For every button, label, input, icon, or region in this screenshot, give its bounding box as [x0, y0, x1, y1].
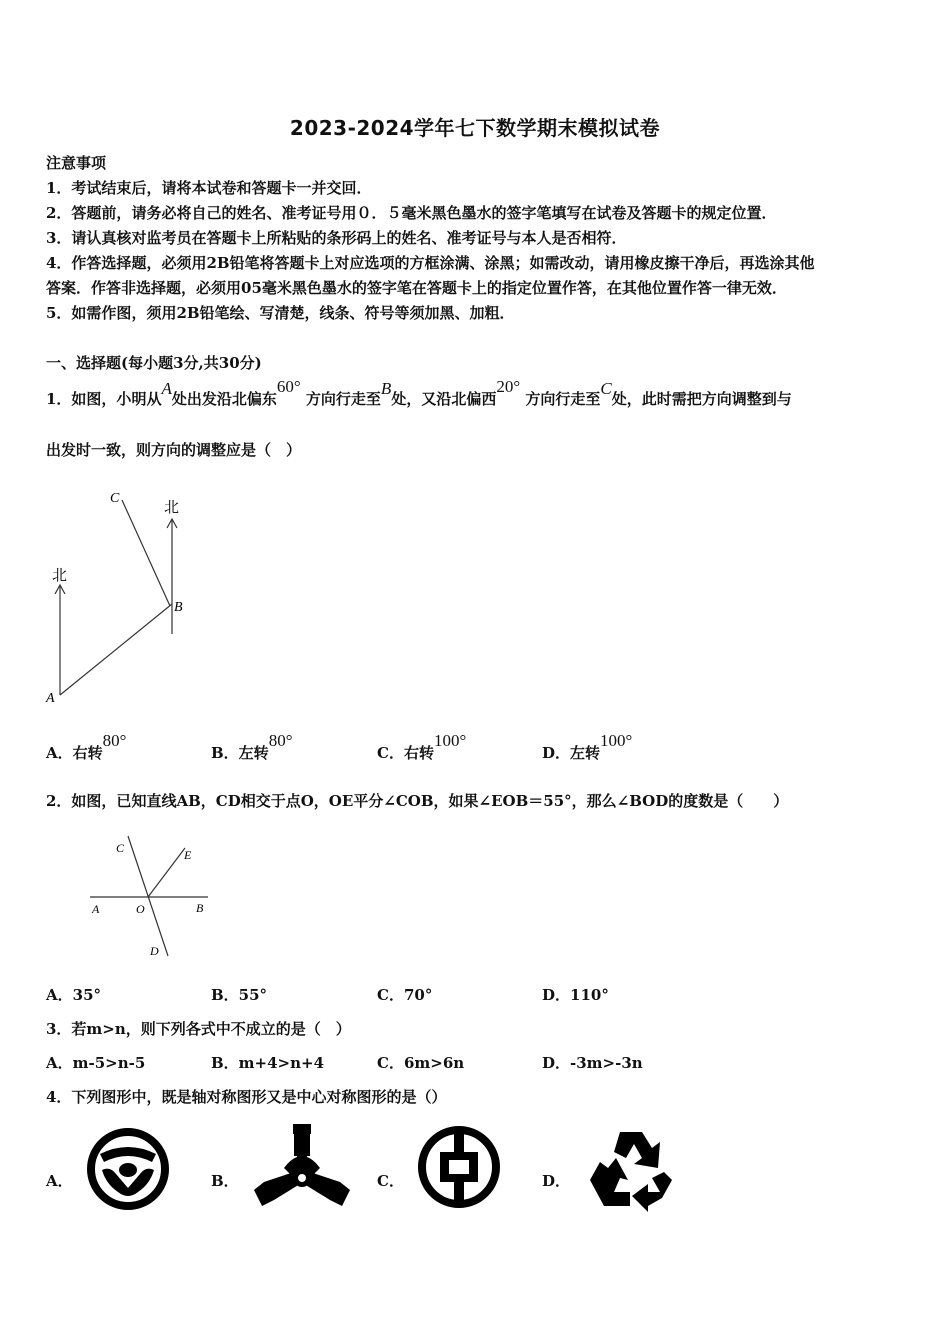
north-label: 北: [52, 566, 68, 584]
notice-item: 2．答题前，请务必将自己的姓名、准考证号用０．５毫米黑色墨水的签字笔填写在试卷及答题卡的规定位置．: [46, 204, 777, 222]
segment-ab: [60, 604, 172, 695]
q4-option-b-label[interactable]: B．: [211, 1172, 239, 1190]
point-e-label: E: [184, 848, 192, 862]
question-1-text: 1．如图，小明从A处出发沿北偏东60° 方向行走至B处，又沿北偏西20° 方向行走至C处，此时需把方向调整到与: [46, 377, 792, 408]
q2-option-d[interactable]: D．110°: [542, 986, 609, 1004]
symbol-a-icon[interactable]: [86, 1126, 170, 1212]
point-b-label: B: [196, 901, 204, 915]
q1-option-b[interactable]: B．左转80°: [211, 731, 293, 762]
point-d-label: D: [150, 944, 159, 958]
q4-option-a-label[interactable]: A．: [46, 1172, 73, 1190]
point-c-label: C: [116, 841, 125, 855]
section-heading: 一、选择题(每小题3分,共30分): [46, 354, 262, 372]
notice-item: 答案．作答非选择题，必须用05毫米黑色墨水的签字笔在答题卡上的指定位置作答，在其他位置作答一律无效．: [46, 279, 787, 297]
q3-option-c[interactable]: C．6m>6n: [377, 1054, 465, 1072]
notice-item: 1．考试结束后，请将本试卷和答题卡一并交回．: [46, 179, 372, 197]
line-cd: [128, 836, 168, 956]
q2-option-b[interactable]: B．55°: [211, 986, 268, 1004]
segment-bc: [122, 500, 170, 606]
page-title: 2023-2024学年七下数学期末模拟试卷: [289, 116, 661, 140]
q2-option-c[interactable]: C．70°: [377, 986, 433, 1004]
question-2-text: 2．如图，已知直线AB，CD相交于点O，OE平分∠COB，如果∠EOB＝55°，那么∠BOD的度数是（ ）: [46, 792, 789, 810]
notice-item: 3．请认真核对监考员在答题卡上所粘贴的条形码上的姓名、准考证号与本人是否相符．: [46, 229, 627, 247]
north-label: 北: [164, 498, 180, 516]
point-b-label: B: [174, 600, 183, 615]
notice-item: 5．如需作图，须用2B铅笔绘、写清楚，线条、符号等须加黑、加粗．: [46, 304, 515, 322]
q1-option-d[interactable]: D．左转100°: [542, 731, 633, 762]
point-o-label: O: [136, 902, 145, 916]
question-4-text: 4．下列图形中，既是轴对称图形又是中心对称图形的是（）: [46, 1088, 447, 1106]
q2-option-a[interactable]: A．35°: [46, 986, 102, 1004]
point-a-label: A: [92, 902, 100, 916]
notice-item: 4．作答选择题，必须用2B铅笔将答题卡上对应选项的方框涂满、涂黑；如需改动，请用橡皮擦干净后，再选涂其他: [46, 254, 815, 272]
question-3-text: 3．若m>n，则下列各式中不成立的是（ ）: [46, 1020, 351, 1038]
recycle-icon[interactable]: [586, 1128, 676, 1212]
q4-option-c-label[interactable]: C．: [377, 1172, 404, 1190]
q3-option-b[interactable]: B．m+4>n+4: [211, 1054, 325, 1072]
question-1-text-line2: 出发时一致，则方向的调整应是（ ）: [46, 441, 302, 459]
q1-option-a[interactable]: A．右转80°: [46, 731, 127, 762]
question-1-figure: [40, 478, 200, 710]
q3-option-a[interactable]: A．m-5>n-5: [46, 1054, 146, 1072]
q1-option-c[interactable]: C．右转100°: [377, 731, 467, 762]
question-2-figure: [84, 828, 214, 960]
point-a-label: A: [46, 691, 55, 706]
symbol-c-icon[interactable]: [416, 1124, 502, 1210]
point-c-label: C: [110, 491, 120, 506]
symbol-b-icon[interactable]: [254, 1124, 350, 1210]
ray-oe: [148, 848, 185, 897]
notice-heading: 注意事项: [46, 154, 107, 172]
q4-option-d-label[interactable]: D．: [542, 1172, 571, 1190]
q3-option-d[interactable]: D．-3m>-3n: [542, 1054, 643, 1072]
